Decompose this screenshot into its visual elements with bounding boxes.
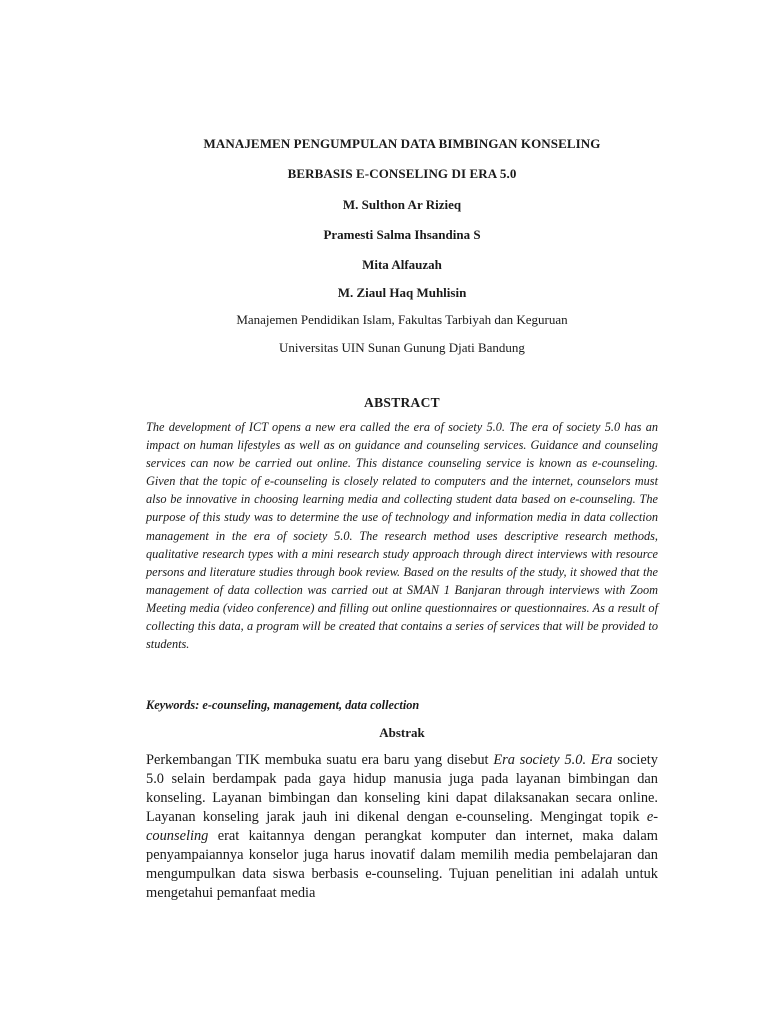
abstrak-text-part-1: Perkembangan TIK membuka suatu era baru yang disebut bbox=[146, 752, 494, 768]
abstrak-text-part-5: erat kaitannya dengan perangkat komputer dan internet, maka dalam penyampaiannya konselor juga harus inovatif dalam memilih media pembelajaran dan mengumpulkan data siswa berbasis e-counseling. Tujuan penelitian ini adalah untuk mengetahui pemanfaat media bbox=[146, 828, 658, 901]
abstrak-text bbox=[146, 751, 658, 903]
keywords: Keywords: e-counseling, management, data collection bbox=[146, 698, 420, 712]
abstract-heading: ABSTRACT bbox=[364, 395, 440, 410]
abstrak-text-part-4: e-counseling bbox=[146, 809, 658, 844]
author-2: Pramesti Salma Ihsandina S bbox=[323, 227, 481, 242]
author-3: Mita Alfauzah bbox=[362, 257, 442, 272]
abstrak-text-part-3: society 5.0 selain berdampak pada gaya hidup manusia juga pada layanan bimbingan dan konseling. Layanan bimbingan dan konseling kini dapat dilaksanakan secara online. Layanan konseling jarak jauh ini dikenal dengan e-counseling. Mengingat topik bbox=[146, 752, 658, 825]
affiliation-line-1: Manajemen Pendidikan Islam, Fakultas Tarbiyah dan Keguruan bbox=[236, 312, 568, 327]
abstrak-heading: Abstrak bbox=[379, 725, 425, 740]
author-1: M. Sulthon Ar Rizieq bbox=[342, 197, 462, 212]
affiliation-line-2: Universitas UIN Sunan Gunung Djati Bandung bbox=[279, 340, 525, 355]
paper-title-line-1: MANAJEMEN PENGUMPULAN DATA BIMBINGAN KONSELING bbox=[203, 136, 601, 151]
author-4: M. Ziaul Haq Muhlisin bbox=[337, 285, 467, 300]
abstract-text: The development of ICT opens a new era called the era of society 5.0. The era of society 5.0 has an impact on human lifestyles as well as on guidance and counseling services. Guidance and counseling services can now be carried out online. This distance counseling service is known as e-counseling. Given that the topic of e-counseling is closely related to computers and the internet, counselors must also be innovative in choosing learning media and collecting student data based on e-counseling. The purpose of this study was to determine the use of technology and information media in data collection management in the era of society 5.0. The research method uses descriptive research methods, qualitative research types with a mini research study approach through direct interviews with resource persons and literature studies through book review. Based on the results of the study, it showed that the management of data collection was carried out at SMAN 1 Banjaran through interviews with Zoom Meeting media (video conference) and filling out online questionnaires or questionnaires. As a result of collecting this data, a program will be created that contains a series of services that will be provided to students. bbox=[146, 420, 658, 652]
paper-title-line-2: BERBASIS E-CONSELING DI ERA 5.0 bbox=[287, 166, 517, 181]
abstrak-text-part-2: Era society 5.0. Era bbox=[493, 752, 613, 768]
